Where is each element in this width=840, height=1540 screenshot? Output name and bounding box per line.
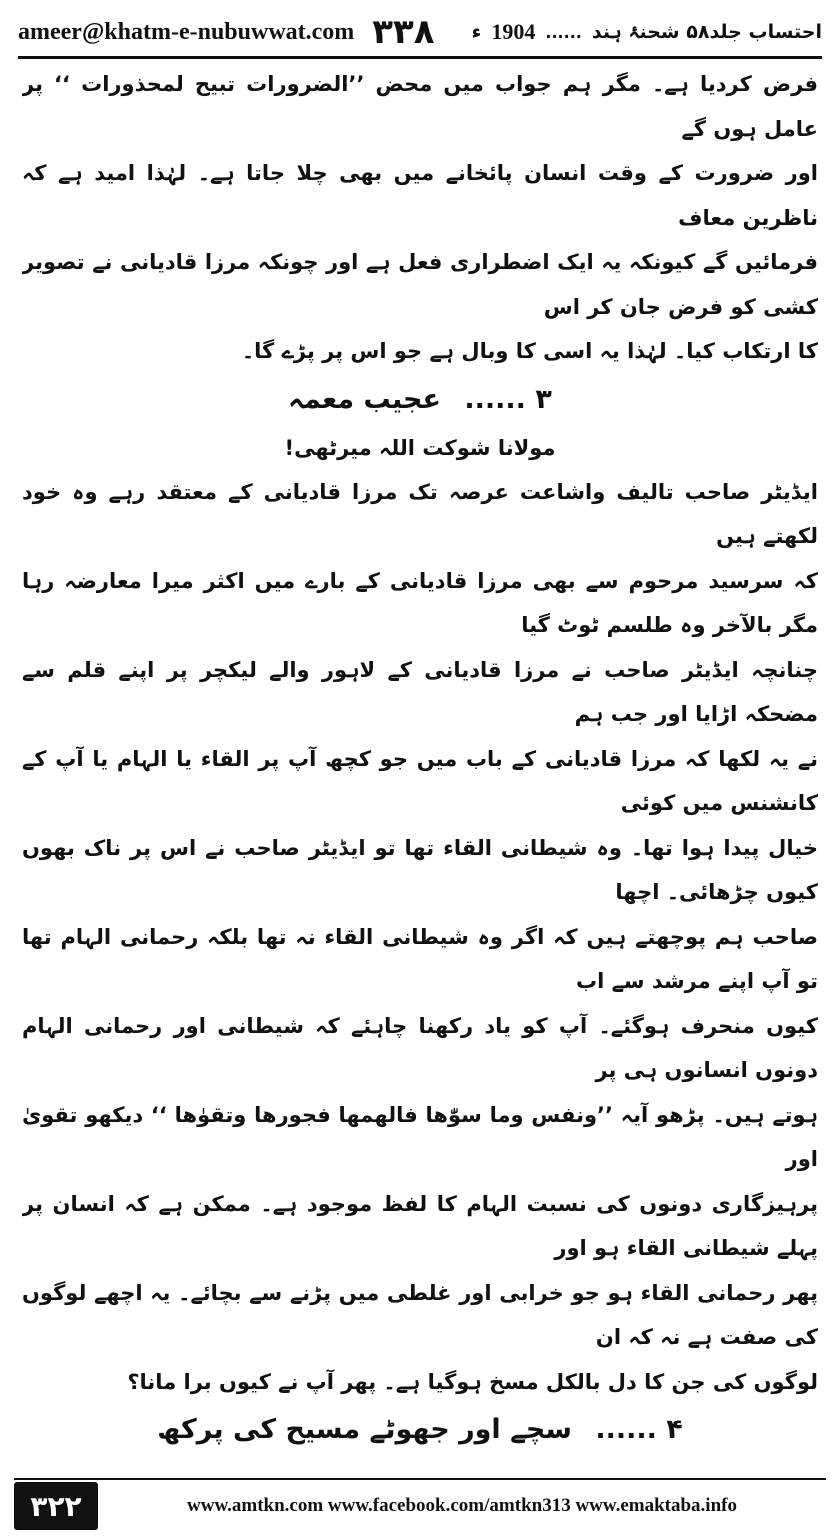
- text-line: فرض کردیا ہے۔ مگر ہم جواب میں محض ’’الضرورات تبیح لمحذورات ‘‘ پر عامل ہوں گے: [22, 72, 818, 141]
- header-left: [18, 12, 435, 52]
- header-dots: ......: [545, 22, 582, 42]
- footer-links[interactable]: www.amtkn.com www.facebook.com/amtkn313 www.emaktaba.info: [187, 1495, 737, 1516]
- text-line: کہ سرسید مرحوم سے بھی مرزا قادیانی کے بارے میں اکثر میرا معارضہ رہا مگر بالآخر وہ طلسم ٹوٹ گیا: [22, 568, 818, 637]
- page-header: [18, 8, 822, 59]
- text-line: صاحب ہم پوچھتے ہیں کہ اگر وہ شیطانی القاء نہ تھا بلکہ رحمانی الہام تھا تو آپ اپنے مرشد سے اب: [22, 924, 818, 993]
- header-page-number: ۳۳۸: [372, 12, 435, 52]
- text-line: کیوں منحرف ہوگئے۔ آپ کو یاد رکھنا چاہئے کہ شیطانی اور رحمانی الہام دونوں انسانوں ہی پر: [22, 1013, 818, 1082]
- text-line: فرمائیں گے کیونکہ یہ ایک اضطراری فعل ہے اور چونکہ مرزا قادیانی نے تصویر کشی کو فرض جان کر اس: [22, 250, 818, 319]
- section-3-title: عجیب معمہ: [288, 383, 441, 415]
- section-3-author: مولانا شوکت اللہ میرٹھی!: [284, 435, 556, 460]
- section-4-author: [22, 1456, 818, 1467]
- header-email[interactable]: ameer@khatm-e-nubuwwat.com: [18, 18, 355, 45]
- book-title: احتساب جلد۵۸ شحنۂ ہند: [591, 21, 822, 43]
- text-line: خیال پیدا ہوا تھا۔ وہ شیطانی القاء تھا تو ایڈیٹر صاحب نے اس پر ناک بھوں کیوں چڑھائی۔ اچھا: [22, 835, 818, 904]
- section-4-heading: [22, 1404, 818, 1456]
- header-year: 1904: [491, 19, 536, 44]
- text-line: اور ضرورت کے وقت انسان پائخانے میں بھی چلا جاتا ہے۔ لہٰذا امید ہے کہ ناظرین معاف: [22, 161, 818, 230]
- section-4-number: ۴ ......: [595, 1414, 683, 1445]
- footer-page-number: ۳۲۲: [14, 1482, 98, 1530]
- section-4-title: سچے اور جھوٹے مسیح کی پرکھ: [157, 1414, 572, 1445]
- text-line: چنانچہ ایڈیٹر صاحب نے مرزا قادیانی کے لاہور والے لیکچر پر اپنے قلم سے مضحکہ اڑایا اور جب ہم: [22, 657, 818, 726]
- text-line: پرہیزگاری دونوں کی نسبت الہام کا لفظ موجود ہے۔ ممکن ہے کہ انسان پر پہلے شیطانی القاء ہو اور: [22, 1191, 818, 1260]
- text-line: ہوتے ہیں۔ پڑھو آیہ ’’ونفس وما سوّٰھا فالھمھا فجورھا وتقوٰھا ‘‘ دیکھو تقویٰ اور: [22, 1102, 818, 1171]
- text-line: نے یہ لکھا کہ مرزا قادیانی کے باب میں جو کچھ آپ پر القاء یا الہام یا آپ کے کانشنس میں کوئی: [22, 746, 818, 815]
- text-line: لوگوں کی جن کا دل بالکل مسخ ہوگیا ہے۔ پھر آپ نے کیوں برا مانا؟: [127, 1369, 818, 1394]
- section-3-number: ۳ ......: [464, 383, 552, 415]
- section-3-heading: [22, 374, 818, 426]
- text-line: پھر رحمانی القاء ہو جو خرابی اور غلطی میں پڑنے سے بچائے۔ یہ اچھے لوگوں کی صفت ہے نہ کہ ان: [22, 1280, 818, 1349]
- text-line: کا ارتکاب کیا۔ لہٰذا یہ اسی کا وبال ہے جو اس پر پڑے گا۔: [241, 339, 818, 363]
- header-right: [472, 19, 822, 45]
- text-line: ایڈیٹر صاحب تالیف واشاعت عرصہ تک مرزا قادیانی کے معتقد رہے وہ خود لکھتے ہیں: [22, 479, 818, 548]
- article-body: [22, 62, 818, 1467]
- page-footer: [14, 1478, 826, 1532]
- header-year-suffix: ء: [471, 21, 482, 43]
